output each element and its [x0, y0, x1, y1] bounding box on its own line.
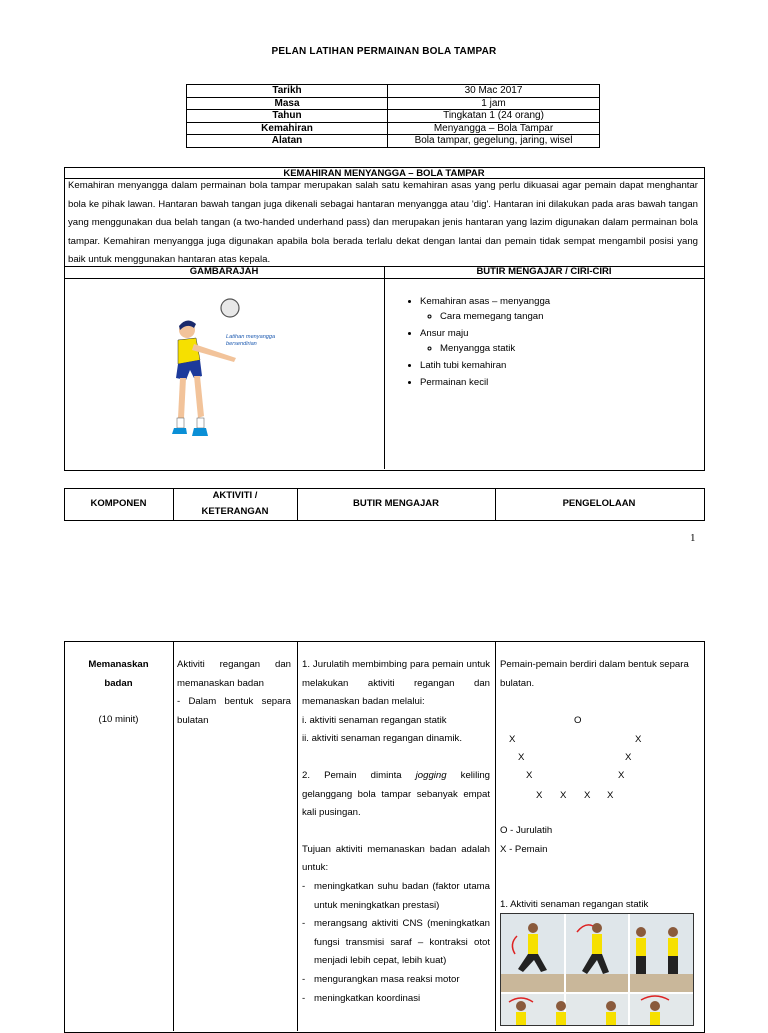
info-row — [187, 97, 600, 110]
butir-header: BUTIR MENGAJAR — [352, 498, 440, 509]
player-mark: X — [635, 734, 642, 745]
player-mark: X — [526, 770, 533, 781]
player-mark: X — [518, 752, 525, 763]
formation-diagram — [495, 710, 703, 810]
legend-player: X - Pemain — [500, 843, 548, 855]
teaching-point: • Permainan kecil — [420, 377, 702, 388]
page-number: 1 — [690, 532, 696, 544]
photo-caption: 1. Aktiviti senaman regangan statik — [500, 899, 649, 910]
page-title: PELAN LATIHAN PERMAINAN BOLA TAMPAR — [271, 46, 497, 57]
skill-heading: KEMAHIRAN MENYANGGA – BOLA TAMPAR — [283, 168, 485, 179]
aktiviti-cell: Aktiviti regangan dan memanaskan badan - Dalam bentuk separa bulatan — [177, 659, 291, 726]
legend-coach: O - Jurulatih — [500, 825, 553, 836]
player-mark: X — [584, 790, 591, 801]
player-mark: X — [560, 790, 567, 801]
teaching-points — [384, 296, 702, 394]
info-value: 30 Mac 2017 — [388, 85, 600, 98]
figure-caption: Latihan menyangga bersendirian — [226, 334, 276, 347]
info-row — [187, 110, 600, 123]
teaching-point: • Latih tubi kemahiran — [420, 360, 702, 371]
pengelolaan-header: PENGELOLAAN — [562, 498, 636, 509]
info-row — [187, 85, 600, 98]
teaching-point: • Ansur maju ◦ Menyangga statik — [420, 328, 702, 354]
aktiviti-header: AKTIVITI / KETERANGAN — [201, 490, 269, 517]
pengelolaan-cell: Pemain-pemain berdiri dalam bentuk separa bulatan. — [500, 659, 689, 689]
player-mark: X — [625, 752, 632, 763]
purpose-item: - meningkatkan suhu badan (faktor utama untuk meningkatkan prestasi) — [302, 880, 490, 911]
info-value: 1 jam — [388, 97, 600, 110]
figure-column-heading: GAMBARAJAH — [189, 266, 259, 277]
stretching-photos — [500, 913, 694, 1026]
komponen-header: KOMPONEN — [90, 498, 147, 509]
purpose-item: - merangsang aktiviti CNS (meningkatkan fungsi transmisi saraf – kontraksi otot menjadi lebih cepat, lebih kuat) — [302, 918, 490, 967]
info-table — [186, 84, 600, 148]
legend — [500, 822, 700, 859]
volleyball-player-illustration — [160, 290, 300, 455]
teaching-subpoint: ◦ Cara memegang tangan — [440, 311, 702, 322]
volleyball-icon — [221, 299, 239, 317]
player-mark: X — [618, 770, 625, 781]
skill-paragraph: Kemahiran menyangga dalam permainan bola tampar merupakan salah satu kemahiran asas yang perlu dikuasai agar pemain dapat menghantar bola ke pihak lawan. Hantaran bawah tangan juga dikenali sebagai hantaran menyangga atau 'dig'. Hantaran ini dilakukan pada aras bawah tangan yang menggunakan dua belah tangan (a two-handed underhand pass) dan merupakan jenis hantaran yang lazim digunakan dalam permainan bola tampar. Kemahiran menyangga juga digunakan apabila bola berada terlalu dekat dengan lantai dan pemain tidak sempat mengambil posisi yang baik untuk menggunakan hantaran atas kepala. — [68, 180, 698, 266]
purpose-item: - meningkatkan koordinasi — [302, 992, 421, 1004]
player-mark: X — [509, 734, 516, 745]
info-value: Bola tampar, gegelung, jaring, wisel — [388, 135, 600, 148]
player-mark: X — [536, 790, 543, 801]
info-label: Alatan — [187, 135, 388, 148]
komponen-cell: Memanaskan badan (10 minit) — [88, 659, 149, 726]
points-column-heading: BUTIR MENGAJAR / CIRI-CIRI — [476, 266, 612, 277]
butir-cell: 1. Jurulatih membimbing para pemain untuk melakukan aktiviti regangan dan memanaskan badan melalui: i. aktiviti senaman regangan statik ii. aktiviti senaman regangan dinamik. 2. Pemain diminta jogging keliling gelanggang bola tampar sebanyak empat kali pusingan. Tujuan aktiviti memanaskan badan adalah untuk: - meningkatkan suhu badan (faktor utama untuk meningkatkan prestasi) - merangsang aktiviti CNS (meningkatkan fungsi transmisi saraf – kontraksi otot menjadi lebih cepat, lebih kuat) - mengurangkan masa reaksi motor - meningkatkan koordinasi — [302, 656, 490, 1008]
info-value: Menyangga – Bola Tampar — [388, 122, 600, 135]
coach-mark: O — [574, 715, 582, 726]
purpose-item: - mengurangkan masa reaksi motor — [302, 973, 460, 985]
teaching-point: • Kemahiran asas – menyangga ◦ Cara memegang tangan — [420, 296, 702, 322]
player-mark: X — [607, 790, 614, 801]
teaching-subpoint: ◦ Menyangga statik — [440, 343, 702, 354]
info-label: Masa — [187, 97, 388, 110]
info-row — [187, 122, 600, 135]
info-row — [187, 135, 600, 148]
info-label: Tarikh — [187, 85, 388, 98]
info-value: Tingkatan 1 (24 orang) — [388, 110, 600, 123]
info-label: Tahun — [187, 110, 388, 123]
info-label: Kemahiran — [187, 122, 388, 135]
